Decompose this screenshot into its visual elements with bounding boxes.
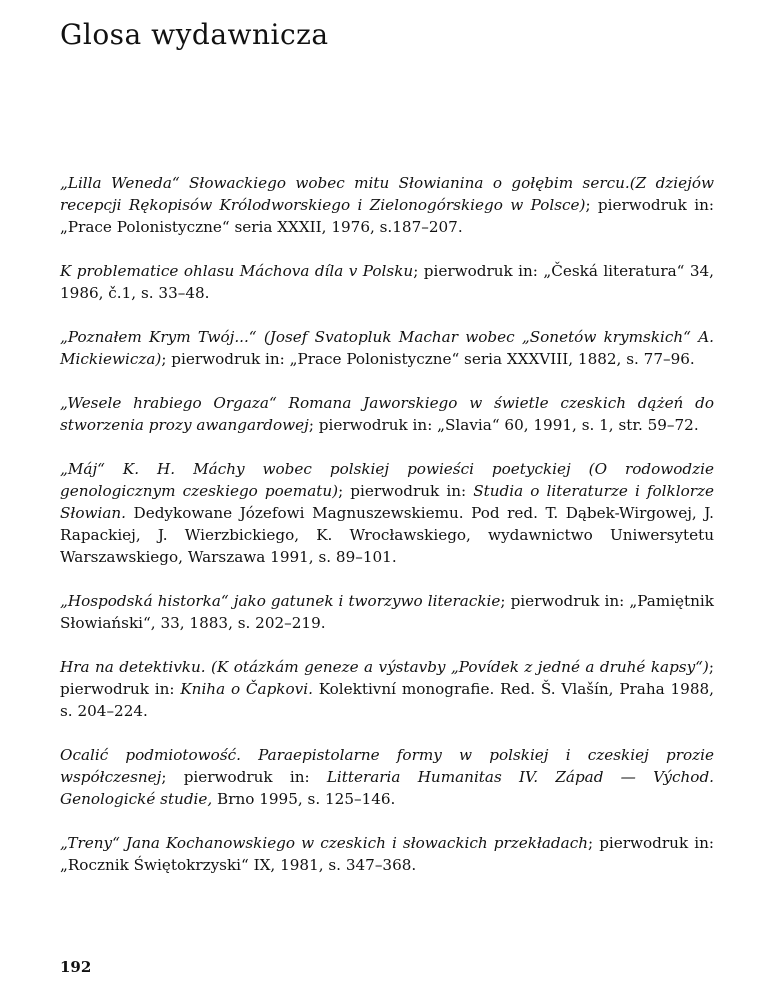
entry-title-text: „Treny“ Jana Kochanowskiego w czeskich i słowackich przekładach: [60, 834, 588, 852]
entry-title-text: „Wesele hrabiego Orgaza“ Romana Jaworskiego w świetle czeskich dążeń do stworzenia prozy awangardowej: [60, 394, 714, 434]
entry-publication-text: Kolektivní monografie. Red. Š. Vlašín, Praha 1988, s. 204–224.: [60, 680, 714, 720]
bibliography-entry: [60, 392, 714, 436]
entry-title-text: „Poznałem Krym Twój...“ (Josef Svatopluk Machar wobec „Sonetów krymskich“ A. Mickiewicza): [60, 328, 714, 368]
entry-title-text: Studia o literaturze i folklorze Słowian.: [60, 482, 714, 522]
entry-publication-text: ; pierwodruk in:: [338, 482, 474, 500]
entry-publication-text: ; pierwodruk in:: [161, 768, 327, 786]
bibliography-entry: [60, 458, 714, 568]
entry-publication-text: ; pierwodruk in: „Prace Polonistyczne“ seria XXXVIII, 1882, s. 77–96.: [161, 350, 695, 368]
page-title: Glosa wydawnicza: [60, 18, 329, 51]
entry-title-text: „Máj“ K. H. Máchy wobec polskiej powieści poetyckiej (O rodowodzie genologicznym czeskiego poematu): [60, 460, 714, 500]
bibliography-entry: [60, 832, 714, 876]
bibliography-entry: [60, 326, 714, 370]
bibliography-entry: [60, 172, 714, 238]
bibliography-entry: [60, 744, 714, 810]
entry-publication-text: Brno 1995, s. 125–146.: [212, 790, 396, 808]
entry-title-text: Kniha o Čapkovi.: [180, 680, 313, 698]
entry-title-text: K problematice ohlasu Máchova díla v Polsku: [60, 262, 414, 280]
entry-title-text: Hra na detektivku. (K otázkám geneze a výstavby „Povídek z jedné a druhé kapsy“): [60, 658, 709, 676]
entry-publication-text: ; pierwodruk in: „Pamiętnik Słowiański“, 33, 1883, s. 202–219.: [60, 592, 714, 632]
page-number: 192: [60, 958, 92, 976]
entry-publication-text: ; pierwodruk in: „Rocznik Świętokrzyski“ IX, 1981, s. 347–368.: [60, 834, 714, 874]
entry-publication-text: ; pierwodruk in: „Prace Polonistyczne“ seria XXXII, 1976, s.187–207.: [60, 196, 714, 236]
bibliography-entry: [60, 590, 714, 634]
entry-title-text: Ocalić podmiotowość. Paraepistolarne formy w polskiej i czeskiej prozie współczesnej: [60, 746, 714, 786]
entry-publication-text: ; pierwodruk in:: [60, 658, 714, 698]
entry-publication-text: ; pierwodruk in: „Slavia“ 60, 1991, s. 1, str. 59–72.: [308, 416, 699, 434]
entry-title-text: „Hospodská historka“ jako gatunek i tworzywo literackie: [60, 592, 501, 610]
bibliography-entry: [60, 260, 714, 304]
entry-publication-text: Dedykowane Józefowi Magnuszewskiemu. Pod red. T. Dąbek-Wirgowej, J. Rapackiej, J. Wierzbickiego, K. Wrocławskiego, wydawnictwo Uniwersytetu Warszawskiego, Warszawa 1991, s. 89–101.: [60, 504, 714, 566]
entry-title-text: „Lilla Weneda“ Słowackiego wobec mitu Słowianina o gołębim sercu.(Z dziejów recepcji Rękopisów Królodworskiego i Zielonogórskiego w Polsce): [60, 174, 714, 214]
entry-publication-text: ; pierwodruk in: „Česká literatura“ 34, 1986, č.1, s. 33–48.: [60, 262, 715, 302]
bibliography-list: [60, 172, 714, 898]
bibliography-entry: [60, 656, 714, 722]
entry-title-text: Litteraria Humanitas IV. Západ — Východ. Genologické studie,: [60, 768, 714, 808]
